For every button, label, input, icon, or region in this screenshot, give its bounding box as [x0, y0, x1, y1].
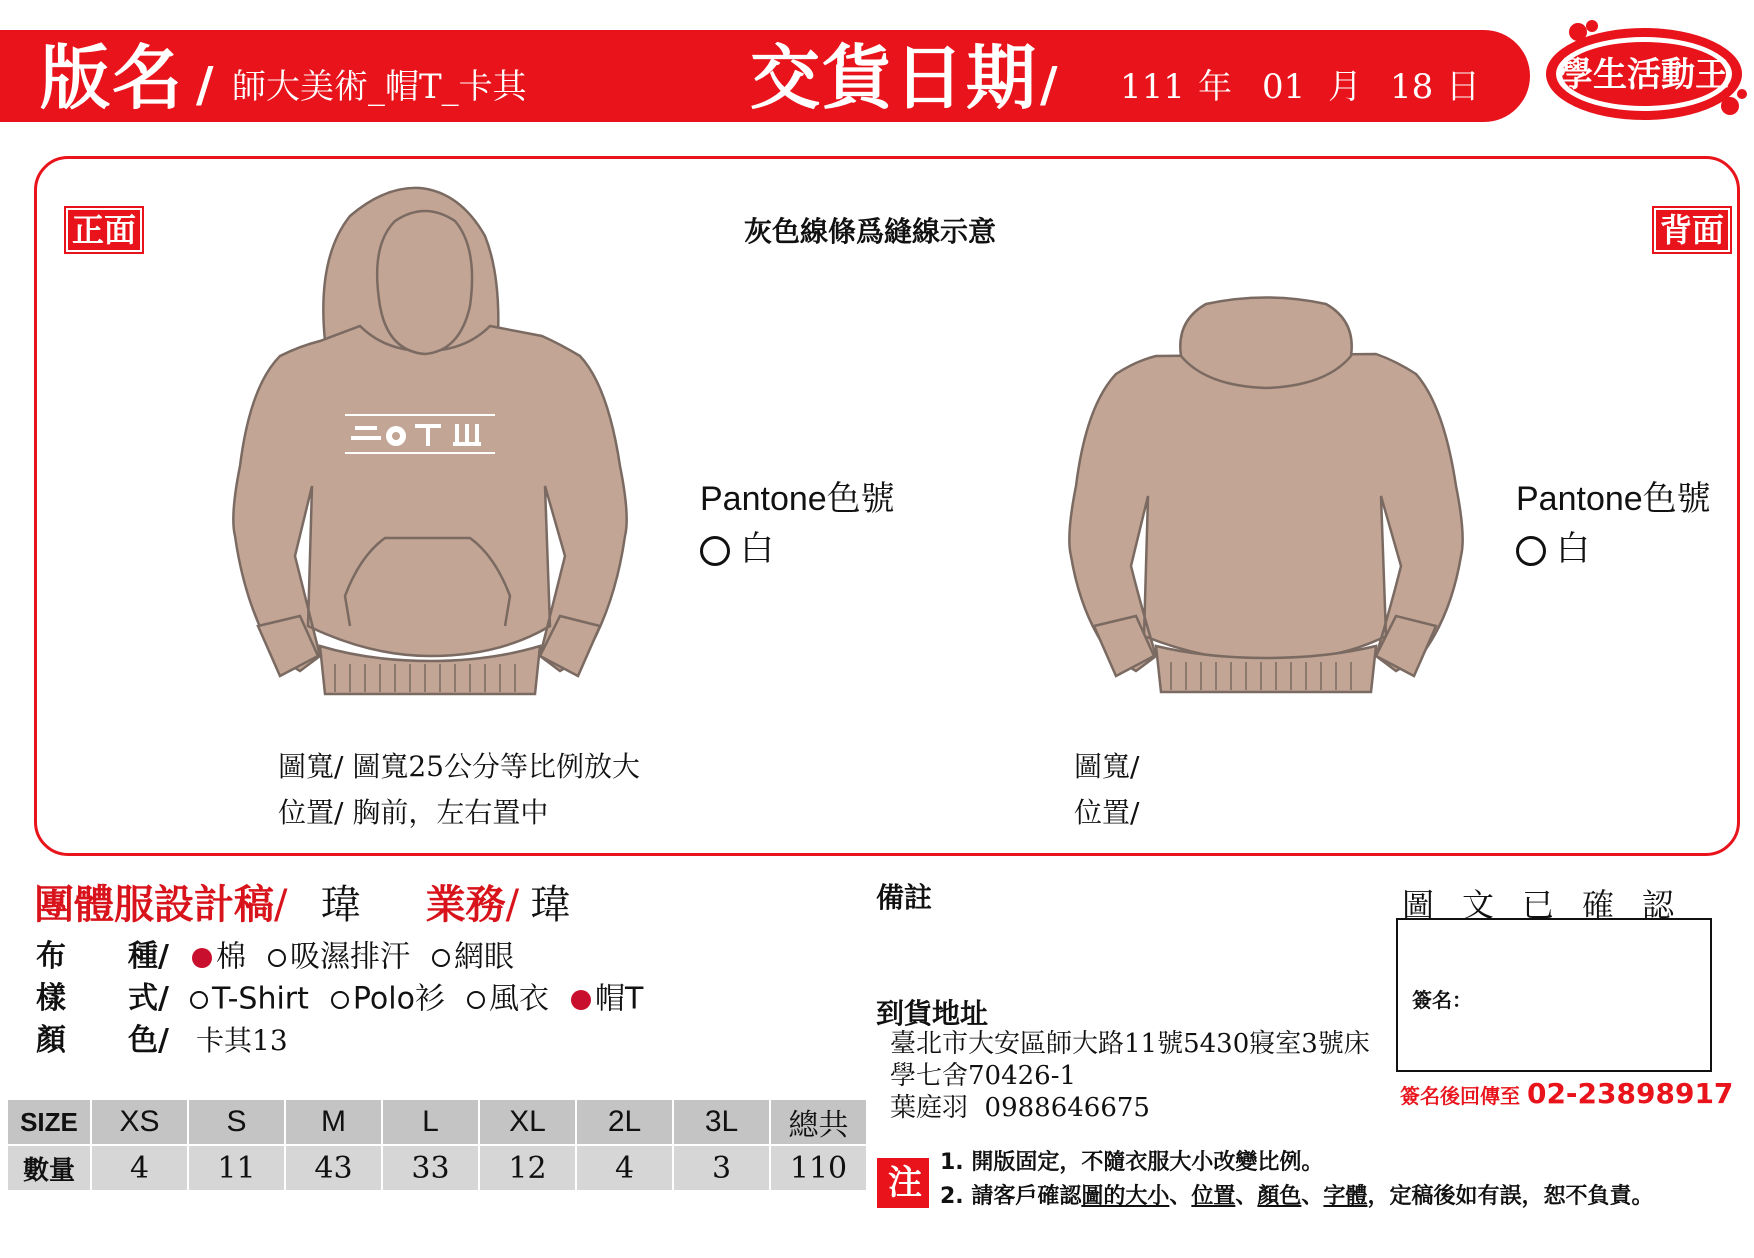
design-title: 團體服設計稿	[34, 882, 274, 928]
back-tag: 背面	[1652, 206, 1732, 254]
size-header-row	[8, 1100, 867, 1145]
brand-logo	[1540, 18, 1748, 126]
size-l: L	[382, 1100, 479, 1145]
notice-item-1: 1. 開版固定，不隨衣服大小改變比例。	[940, 1150, 1324, 1175]
front-tag: 正面	[64, 206, 144, 254]
logo-text: 學生活動王	[1559, 55, 1729, 95]
option-mesh: 網眼	[454, 939, 514, 975]
front-position-label: 位置/	[278, 796, 344, 829]
delivery-label: 到貨地址	[876, 997, 989, 1030]
radio-tshirt[interactable]	[190, 991, 208, 1009]
option-polo: Polo衫	[352, 981, 445, 1017]
date-day-unit: 日	[1446, 67, 1480, 107]
color-row	[36, 1020, 288, 1062]
front-width-row	[278, 744, 640, 790]
size-header-label: SIZE	[8, 1100, 91, 1145]
quantity-row	[8, 1145, 867, 1191]
date-year: 111	[1120, 67, 1185, 107]
seam-note: 灰色線條爲縫線示意	[744, 215, 997, 248]
size-xl: XL	[479, 1100, 576, 1145]
notice-item-2	[940, 1180, 1653, 1214]
style-row	[36, 978, 643, 1021]
option-windbreaker: 風衣	[488, 981, 549, 1017]
design-title-row: 團體服設計稿/ 瑋 業務/ 瑋	[34, 882, 571, 928]
quantity-label: 數量	[8, 1145, 91, 1191]
radio-moisture-wicking[interactable]	[268, 949, 286, 967]
radio-hoodie-selected[interactable]	[571, 990, 591, 1010]
back-pantone-color-text: 白	[1556, 530, 1590, 568]
front-color-swatch	[700, 536, 730, 566]
size-3l: 3L	[673, 1100, 770, 1145]
front-pantone-color-text: 白	[740, 530, 774, 568]
fax-label: 簽名後回傳至	[1400, 1084, 1520, 1108]
size-2l: 2L	[576, 1100, 673, 1145]
qty-s: 11	[188, 1145, 285, 1191]
notice-2-position: 位置	[1191, 1184, 1236, 1209]
option-hoodie: 帽T	[594, 981, 644, 1017]
notice-2-part-a: 2. 請客戶確認	[940, 1184, 1082, 1209]
date-label: 交貨日期	[750, 37, 1038, 119]
size-total: 總共	[770, 1100, 867, 1145]
delivery-line-3: 葉庭羽 0988646675	[890, 1093, 1150, 1123]
front-pantone-color	[700, 526, 774, 572]
notice-2-sep-2: 、	[1235, 1184, 1258, 1209]
back-color-swatch	[1516, 536, 1546, 566]
notice-2-size: 圖的大小	[1081, 1184, 1170, 1209]
front-position-row	[278, 790, 548, 836]
back-position-label: 位置/	[1074, 796, 1140, 829]
date-year-unit: 年	[1198, 67, 1232, 107]
name-label: 版名	[40, 37, 184, 119]
color-label-2: 色/	[128, 1023, 169, 1058]
notice-2-sep-3: 、	[1301, 1184, 1324, 1209]
qty-3l: 3	[673, 1145, 770, 1191]
back-width-row	[1074, 744, 1139, 790]
sales-name: 瑋	[530, 882, 571, 928]
back-position-row	[1074, 790, 1139, 836]
date-slash: /	[1040, 57, 1058, 113]
size-table	[8, 1100, 868, 1192]
qty-m: 43	[285, 1145, 382, 1191]
date-month-unit: 月	[1328, 67, 1362, 107]
back-width-label: 圖寬/	[1074, 750, 1140, 783]
date-month: 01	[1262, 67, 1306, 107]
front-pantone-label: Pantone色號	[700, 480, 895, 518]
qty-xl: 12	[479, 1145, 576, 1191]
back-pantone-label: Pantone色號	[1516, 480, 1711, 518]
notice-2-font: 字體	[1323, 1184, 1368, 1209]
front-width-value: 圖寬25公分等比例放大	[352, 750, 640, 783]
back-hoodie	[1056, 296, 1476, 696]
fax-line	[1400, 1078, 1733, 1112]
radio-mesh[interactable]	[432, 949, 450, 967]
style-label-1: 樣	[36, 981, 66, 1016]
option-moisture-wicking: 吸濕排汗	[290, 939, 410, 975]
radio-cotton-selected[interactable]	[192, 948, 212, 968]
qty-l: 33	[382, 1145, 479, 1191]
fabric-label-1: 布	[36, 939, 66, 974]
option-cotton: 棉	[216, 939, 246, 975]
notice-2-sep-1: 、	[1169, 1184, 1192, 1209]
back-pantone-color	[1516, 526, 1590, 572]
color-label-1: 顏	[36, 1023, 66, 1058]
style-label-2: 式/	[128, 981, 169, 1016]
size-xs: XS	[91, 1100, 188, 1145]
option-tshirt: T-Shirt	[212, 981, 309, 1017]
confirm-title: 圖文已確認	[1402, 886, 1703, 924]
front-width-label: 圖寬/	[278, 750, 344, 783]
notice-2-color: 顏色	[1257, 1184, 1302, 1209]
qty-2l: 4	[576, 1145, 673, 1191]
date-day: 18	[1390, 67, 1434, 107]
name-value: 師大美術_帽T_卡其	[232, 67, 527, 107]
sales-label: 業務	[425, 882, 506, 928]
fax-number: 02-23898917	[1526, 1077, 1734, 1110]
name-slash: /	[196, 57, 214, 113]
front-hoodie	[220, 186, 640, 696]
notice-2-part-end: ，定稿後如有誤，恕不負責。	[1367, 1184, 1654, 1209]
fabric-row	[36, 936, 514, 979]
radio-windbreaker[interactable]	[467, 991, 485, 1009]
size-m: M	[285, 1100, 382, 1145]
front-position-value: 胸前，左右置中	[352, 796, 549, 829]
size-s: S	[188, 1100, 285, 1145]
color-value: 卡其13	[196, 1024, 288, 1057]
signature-label: 簽名：	[1412, 988, 1472, 1012]
qty-total: 110	[770, 1145, 867, 1191]
notice-tag: 注意	[877, 1158, 929, 1208]
radio-polo[interactable]	[331, 991, 349, 1009]
delivery-line-2: 學七舍70426-1	[890, 1061, 1077, 1091]
designer-name: 瑋	[320, 882, 361, 928]
remarks-label: 備註	[876, 881, 933, 914]
qty-xs: 4	[91, 1145, 188, 1191]
delivery-line-1: 臺北市大安區師大路11號5430寢室3號床	[890, 1029, 1370, 1059]
fabric-label-2: 種/	[128, 939, 169, 974]
